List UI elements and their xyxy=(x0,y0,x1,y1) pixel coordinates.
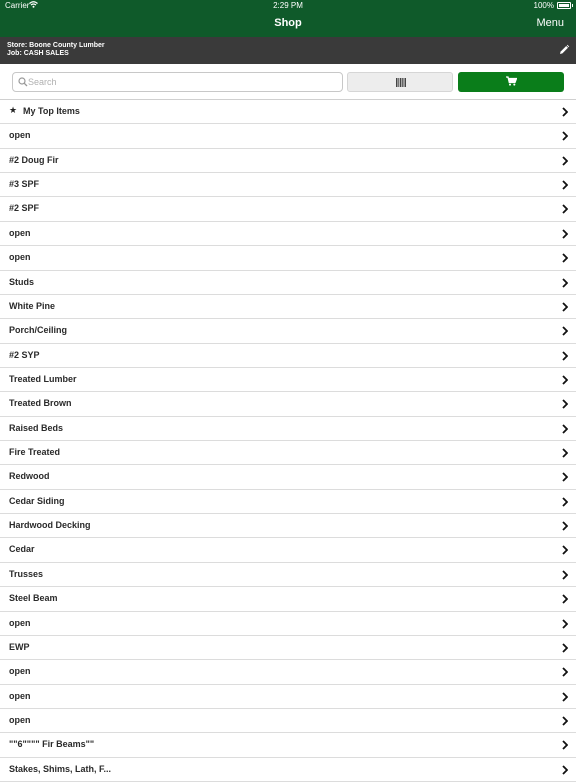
battery-icon xyxy=(557,2,571,9)
chevron-right-icon xyxy=(562,278,568,288)
chevron-right-icon xyxy=(562,594,568,604)
chevron-right-icon xyxy=(562,667,568,677)
category-label: Fire Treated xyxy=(9,447,61,458)
chevron-right-icon xyxy=(562,375,568,385)
chevron-right-icon xyxy=(562,399,568,409)
category-list xyxy=(0,100,576,782)
chevron-right-icon xyxy=(562,131,568,141)
category-label: open xyxy=(9,252,31,263)
my-top-items-label: My Top Items xyxy=(23,106,80,116)
category-row[interactable] xyxy=(0,441,576,465)
category-label: Trusses xyxy=(9,568,44,579)
edit-pencil-icon[interactable] xyxy=(558,44,570,56)
category-row[interactable] xyxy=(0,149,576,173)
category-label: Raised Beds xyxy=(9,422,64,433)
category-row[interactable] xyxy=(0,319,576,343)
chevron-right-icon xyxy=(562,521,568,531)
category-label: Redwood xyxy=(9,471,50,482)
category-label: Cedar Siding xyxy=(9,495,65,506)
category-label: White Pine xyxy=(9,300,56,311)
chevron-right-icon xyxy=(562,204,568,214)
chevron-right-icon xyxy=(562,351,568,361)
category-row[interactable] xyxy=(0,246,576,270)
category-label: open xyxy=(9,666,31,677)
chevron-right-icon xyxy=(562,253,568,263)
category-label: open xyxy=(9,617,31,628)
category-row[interactable] xyxy=(0,709,576,733)
category-row[interactable] xyxy=(0,465,576,489)
category-label: Studs xyxy=(9,276,35,287)
category-label: Treated Lumber xyxy=(9,373,77,384)
chevron-right-icon xyxy=(562,570,568,580)
category-row[interactable] xyxy=(0,295,576,319)
chevron-right-icon xyxy=(562,107,568,117)
category-label: Steel Beam xyxy=(9,593,58,604)
category-label: Cedar xyxy=(9,544,35,555)
category-label: open xyxy=(9,130,31,141)
category-label: #2 SPF xyxy=(9,203,40,214)
chevron-right-icon xyxy=(562,156,568,166)
status-time: 2:29 PM xyxy=(273,1,303,10)
category-row[interactable] xyxy=(0,612,576,636)
category-row[interactable] xyxy=(0,563,576,587)
chevron-right-icon xyxy=(562,180,568,190)
menu-button[interactable]: Menu xyxy=(536,17,564,29)
search-box[interactable] xyxy=(12,72,343,92)
category-row[interactable] xyxy=(0,758,576,782)
category-row[interactable] xyxy=(0,124,576,148)
barcode-icon xyxy=(396,78,406,87)
search-toolbar xyxy=(0,64,576,100)
chevron-right-icon xyxy=(562,424,568,434)
job-name: Job: CASH SALES xyxy=(7,50,69,57)
cart-icon xyxy=(506,76,517,86)
chevron-right-icon xyxy=(562,497,568,507)
chevron-right-icon xyxy=(562,740,568,750)
chevron-right-icon xyxy=(562,619,568,629)
chevron-right-icon xyxy=(562,692,568,702)
category-row[interactable] xyxy=(0,392,576,416)
category-row[interactable] xyxy=(0,660,576,684)
store-info-bar xyxy=(0,37,576,64)
my-top-items-row[interactable] xyxy=(0,100,576,124)
search-input[interactable] xyxy=(28,74,338,90)
category-row[interactable] xyxy=(0,173,576,197)
category-row[interactable] xyxy=(0,636,576,660)
category-label: EWP xyxy=(9,641,30,652)
barcode-scan-button[interactable] xyxy=(347,72,453,92)
category-row[interactable] xyxy=(0,222,576,246)
nav-bar xyxy=(0,12,576,37)
category-label: open xyxy=(9,690,31,701)
page-title: Shop xyxy=(274,17,302,29)
cart-button[interactable] xyxy=(458,72,564,92)
store-name: Store: Boone County Lumber xyxy=(7,42,105,49)
star-icon: ★ xyxy=(9,105,18,115)
category-label: #3 SPF xyxy=(9,179,40,190)
category-label: Stakes, Shims, Lath, F... xyxy=(9,763,112,774)
category-label: ""6"""" Fir Beams"" xyxy=(9,739,95,750)
chevron-right-icon xyxy=(562,716,568,726)
category-label: #2 Doug Fir xyxy=(9,154,59,165)
category-label: #2 SYP xyxy=(9,349,40,360)
category-label: open xyxy=(9,227,31,238)
category-row[interactable] xyxy=(0,733,576,757)
chevron-right-icon xyxy=(562,545,568,555)
chevron-right-icon xyxy=(562,472,568,482)
chevron-right-icon xyxy=(562,643,568,653)
category-row[interactable] xyxy=(0,271,576,295)
chevron-right-icon xyxy=(562,448,568,458)
search-icon xyxy=(18,77,28,87)
chevron-right-icon xyxy=(562,229,568,239)
category-row[interactable] xyxy=(0,417,576,441)
category-row[interactable] xyxy=(0,344,576,368)
chevron-right-icon xyxy=(562,302,568,312)
battery-percent: 100% xyxy=(533,1,554,10)
chevron-right-icon xyxy=(562,765,568,775)
category-label: Hardwood Decking xyxy=(9,520,91,531)
chevron-right-icon xyxy=(562,326,568,336)
carrier-label: Carrier xyxy=(5,1,30,10)
category-row[interactable] xyxy=(0,490,576,514)
category-row[interactable] xyxy=(0,514,576,538)
category-label: Porch/Ceiling xyxy=(9,325,68,336)
category-row[interactable] xyxy=(0,587,576,611)
category-row[interactable] xyxy=(0,685,576,709)
category-row[interactable] xyxy=(0,368,576,392)
category-label: Treated Brown xyxy=(9,398,72,409)
category-row[interactable] xyxy=(0,197,576,221)
category-row[interactable] xyxy=(0,538,576,562)
category-label: open xyxy=(9,714,31,725)
status-bar xyxy=(0,0,576,12)
